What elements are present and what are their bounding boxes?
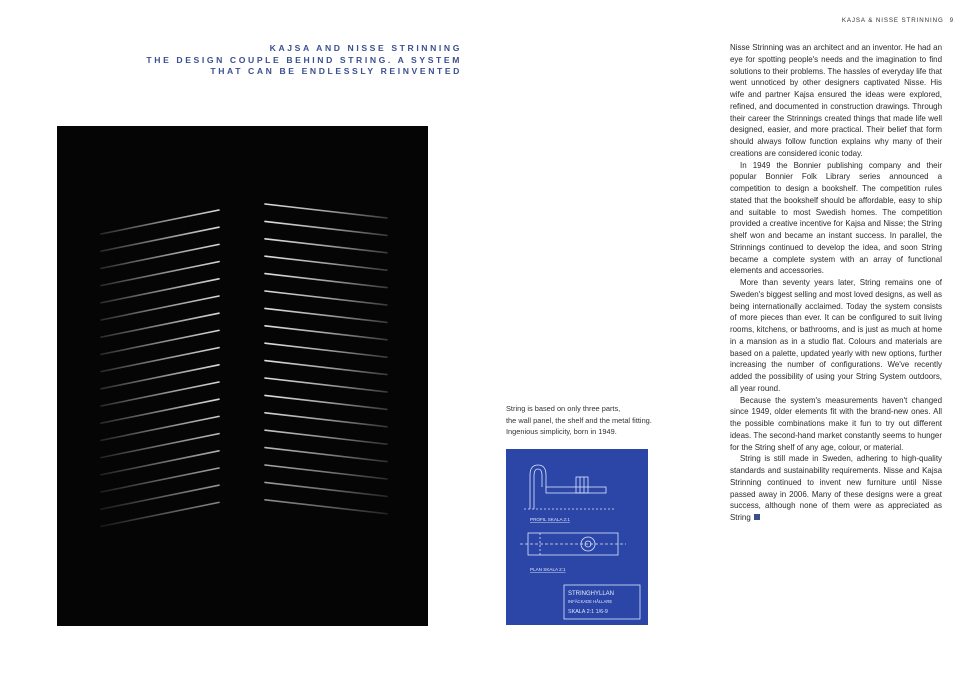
- caption-line-2: the wall panel, the shelf and the metal fitting.: [506, 415, 652, 425]
- photo-shadow: [57, 126, 428, 626]
- paragraph-1: Nisse Strinning was an architect and an inventor. He had an eye for spotting people's needs and the imagination to find solutions to their problems. The hassles of everyday life that went unnoticed by other designers captivated Nisse. His wife and partner Kajsa ensured the ideas were explored, refined, and documented in construction drawings. Through their career the Strinnings created things that made life well designed, easier, and more practical. Their belief that form should always follow function explains why many of their creations are considered iconic today.: [730, 43, 942, 158]
- blueprint-subtitle: INFÄCKADE HÅLLARE: [568, 599, 613, 604]
- paragraph-2: In 1949 the Bonnier publishing company and their popular Bonnier Folk Library series announced a competition to design a bookshelf. The competition rules stated that the bookshelf should be affordable, easy to ship and suitable to most Swedish homes. The competition provided a creative incentive for Kajsa and Nisse; the String shelf won and became an instant success. In parallel, the Strinnings continued to develop the idea, and soon String became a complete system with an array of functional elements and accessories.: [730, 160, 942, 276]
- paragraph-5-text: String is still made in Sweden, adhering to high-quality standards and sustainability requirements. Nisse and Kajsa Strinning continued to invent new furniture until Nisse passed away in 2006. Many of these designs were a great success, although none of them were as appreciated as String: [730, 454, 942, 522]
- paragraph-4: Because the system's measurements haven't changed since 1949, older elements fit with the brand-new ones. All the possible combinations make it fun to try out different ideas. The second-hand market constantly seems to hunger for the String shelf of any age, colour, or material.: [730, 395, 942, 452]
- label-plan: PLAN SKALA 2:1: [530, 567, 566, 572]
- image-caption: [506, 403, 666, 438]
- wall-panels-illustration: [57, 126, 428, 626]
- end-mark-icon: [754, 514, 760, 520]
- running-header: [842, 17, 954, 24]
- running-title: KAJSA & NISSE STRINNING: [841, 17, 944, 24]
- page-number: 9: [949, 17, 954, 24]
- caption-line-1: String is based on only three parts,: [506, 404, 621, 413]
- title-line-3: THAT CAN BE ENDLESSLY REINVENTED: [210, 66, 462, 77]
- paragraph-3: More than seventy years later, String remains one of Sweden's biggest selling and most loved designs, as well as being internationally acclaimed. Today the system consists of more pieces than ever. It can be configured to suit living rooms, kitchens, or bathrooms, and is just as much at home in a mansion as in a studio flat. Colours and materials are based on a palette, updated yearly with new options, further increasing the number of configurations. We've recently added the possibility of using your String System outdoors, all year round.: [730, 278, 942, 393]
- title-line-2: THE DESIGN COUPLE BEHIND STRING. A SYSTEM: [146, 54, 462, 65]
- article-title: [110, 43, 462, 78]
- wall-panels-photo: [57, 126, 428, 626]
- fitting-hook-icon: [530, 465, 546, 509]
- label-profile: PROFIL SKALA 2:1: [530, 517, 570, 522]
- article-body: [730, 42, 942, 524]
- paragraph-5: [730, 453, 942, 524]
- caption-line-3: Ingenious simplicity, born in 1949.: [506, 427, 617, 437]
- blueprint-title: STRINGHYLLAN: [568, 591, 615, 597]
- blueprint-drawing: [506, 449, 648, 625]
- title-line-1: KAJSA AND NISSE STRINNING: [269, 43, 462, 53]
- blueprint-scale: SKALA 2:1 1/6-9: [568, 609, 608, 615]
- blueprint-svg: [506, 449, 648, 625]
